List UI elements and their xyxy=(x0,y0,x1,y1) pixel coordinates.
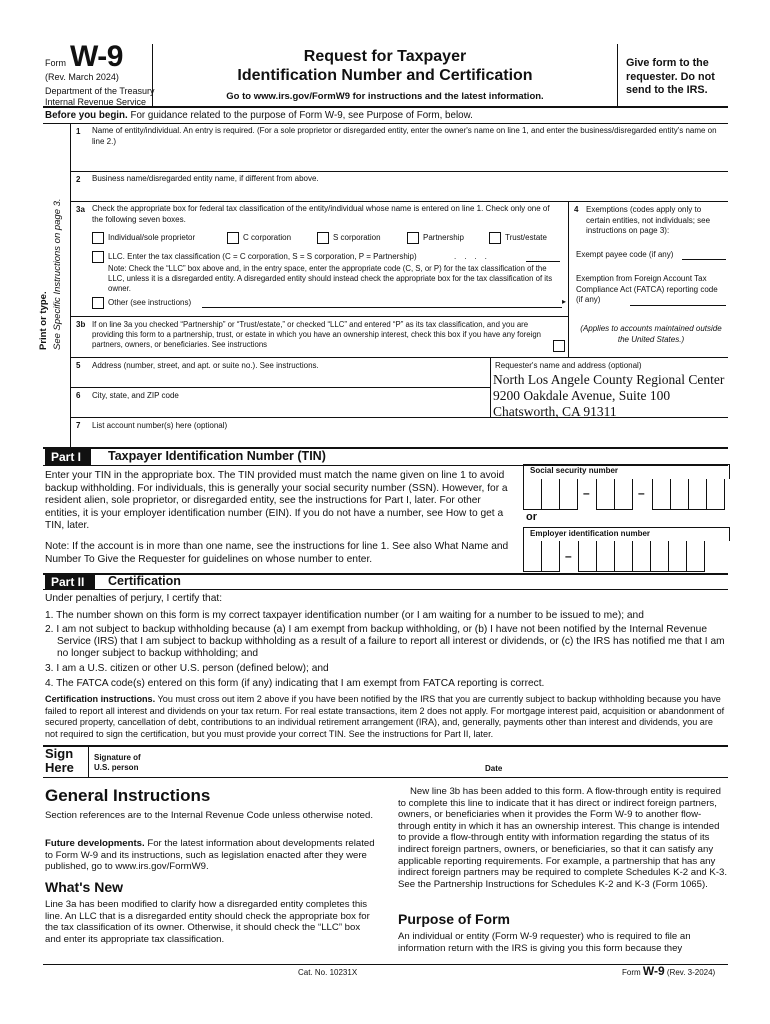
ein-digit[interactable] xyxy=(614,541,633,572)
part1-title: Taxpayer Identification Number (TIN) xyxy=(108,449,326,463)
signature-label-2: U.S. person xyxy=(94,763,139,772)
cert-item-2-cont: Service (IRS) that I am subject to backup withholding as a result of a failure to report all interest or dividends, or (c) the IRS has notified me that I am xyxy=(57,636,725,647)
ein-digit[interactable] xyxy=(523,541,542,572)
cert-intro: Under penalties of perjury, I certify that: xyxy=(45,593,223,604)
option-individual: Individual/sole proprietor xyxy=(108,233,196,242)
name-input[interactable] xyxy=(90,150,726,170)
signature-field[interactable] xyxy=(155,748,475,774)
instructions-link[interactable]: Go to www.irs.gov/FormW9 for instructions and the latest information. xyxy=(226,91,544,102)
part1-text: Enter your TIN in the appropriate box. The TIN provided must match the name given on line 1 to avoid backup withholding. For individuals, this is generally your social security number (SSN). However, for a resident alien, sole proprietor, or disregarded entity, see the instructions for Part I, later. For other entities, it is your employer identification number (EIN). If you do not have a number, see How to get a TIN, later. xyxy=(45,470,508,532)
ein-digit[interactable] xyxy=(632,541,651,572)
option-s-corporation: S corporation xyxy=(333,233,381,242)
whats-new-title: What's New xyxy=(45,879,124,895)
option-trust-estate: Trust/estate xyxy=(505,233,547,242)
purpose-title: Purpose of Form xyxy=(398,911,511,927)
ein-digit[interactable] xyxy=(596,541,615,572)
checkbox-foreign-partners[interactable] xyxy=(553,340,565,352)
option-llc: LLC. Enter the tax classification (C = C corporation, S = S corporation, P = Partnership) xyxy=(108,252,417,261)
checkbox-other[interactable] xyxy=(92,297,104,309)
checkbox-trust-estate[interactable] xyxy=(489,232,501,244)
ssn-digit[interactable] xyxy=(614,479,633,510)
requester-line2: 9200 Oakdale Avenue, Suite 100 xyxy=(493,388,671,403)
ein-digit[interactable] xyxy=(541,541,560,572)
side-label-specific: See Specific Instructions on page 3. xyxy=(52,198,63,350)
ein-dash: – xyxy=(565,549,572,563)
ssn-dash: – xyxy=(638,486,645,500)
llc-code-input[interactable] xyxy=(526,252,560,262)
date-label: Date xyxy=(485,764,503,773)
ein-digit[interactable] xyxy=(650,541,669,572)
ssn-digit[interactable] xyxy=(652,479,671,510)
line7-label: List account number(s) here (optional) xyxy=(92,421,228,430)
here-word: Here xyxy=(45,760,74,775)
ssn-digit[interactable] xyxy=(541,479,560,510)
part1-label: Part I xyxy=(45,449,91,465)
line3a-label: Check the appropriate box for federal tax classification of the entity/individual whose name is entered on line 1. Check only one of the following seven boxes. xyxy=(92,204,550,224)
exempt-payee-input[interactable] xyxy=(682,250,726,260)
cert-item-2: 2. I am not subject to backup withholding because (a) I am exempt from backup withholding, or (b) I have not been notified by the Internal Revenue xyxy=(45,624,708,635)
ssn-digit[interactable] xyxy=(670,479,689,510)
gi-section-ref: Section references are to the Internal Revenue Code unless otherwise noted. xyxy=(45,810,373,821)
part1-note: Note: If the account is in more than one name, see the instructions for line 1. See also What Name and Number To Give the Requester for guidelines on whose number to enter. xyxy=(45,541,509,565)
exempt-payee-label: Exempt payee code (if any) xyxy=(576,250,674,259)
requester-label: Requester's name and address (optional) xyxy=(495,361,642,370)
line3b-label: If on line 3a you checked “Partnership” or “Trust/estate,” or checked “LLC” and entered “P” as its tax classification, and you are providing this form to a partnership, trust, or estate in which you have an ownership interest, check this box if you have any foreign partners, owners, or beneficiaries. See instructions xyxy=(92,320,541,349)
ein-digit[interactable] xyxy=(686,541,705,572)
line3b-number: 3b xyxy=(76,320,86,329)
gi-line3b-text: New line 3b has been added to this form. A flow-through entity is required to complete this line to indicate that it has direct or indirect foreign partners, owners, or beneficiaries when it provides the Form W-9 to another flow-through entity in which it has an ownership interest. This change is intended to provide a flow-through entity with information regarding the status of its indirect foreign partners, owners, or beneficiaries, so that it can satisfy any applicable reporting requirements. For example, a partnership that has any indirect foreign partners may be required to complete Schedules K-2 and K-3. See the Partnership Instructions for Schedules K-2 and K-3 (Form 1065). xyxy=(398,786,728,890)
purpose-text: An individual or entity (Form W-9 requester) who is required to file an information return with the IRS is giving you this form because they xyxy=(398,931,691,954)
llc-dots: .... xyxy=(454,252,495,261)
checkbox-llc[interactable] xyxy=(92,251,104,263)
future-bold: Future developments. xyxy=(45,838,145,849)
line5-number: 5 xyxy=(76,361,81,370)
part2-label: Part II xyxy=(45,574,95,590)
ssn-digit[interactable] xyxy=(559,479,578,510)
future-text: For the latest information about developments related to Form W-9 and its instructions, such as legislation enacted after they were published, go to www.irs.gov/FormW9. xyxy=(45,838,375,873)
ssn-dash: – xyxy=(583,486,590,500)
irs-name: Internal Revenue Service xyxy=(45,97,147,107)
checkbox-s-corporation[interactable] xyxy=(317,232,329,244)
ein-digit[interactable] xyxy=(668,541,687,572)
checkbox-c-corporation[interactable] xyxy=(227,232,239,244)
line4-number: 4 xyxy=(574,205,579,214)
business-name-input[interactable] xyxy=(90,186,726,200)
sign-word: Sign xyxy=(45,746,74,761)
checkbox-individual[interactable] xyxy=(92,232,104,244)
llc-note: Note: Check the “LLC” box above and, in the entry space, enter the appropriate code (C, S, or P) for the tax classification of the LLC, unless it is a disregarded entity. A disregarded entity should instead check the appropriate box for the tax classification of its owner. xyxy=(108,264,553,293)
cert-instructions-bold: Certification instructions. xyxy=(45,694,156,704)
date-field[interactable] xyxy=(510,748,726,774)
city-state-zip-input[interactable] xyxy=(90,402,486,416)
before-you-begin xyxy=(45,110,473,121)
option-other: Other (see instructions) xyxy=(108,298,192,307)
ssn-digit[interactable] xyxy=(596,479,615,510)
or-label: or xyxy=(526,511,537,523)
sign-label xyxy=(45,747,74,775)
form-revision: (Rev. March 2024) xyxy=(45,72,119,82)
whats-new-text: Line 3a has been modified to clarify how a disregarded entity completes this line. An LLC that is a disregarded entity should check the appropriate box for the tax classification of its owner. Otherwise, it should check the “LLC” box and enter its appropriate tax classification. xyxy=(45,899,370,945)
requester-line3: Chatsworth, CA 91311 xyxy=(493,404,617,419)
ssn-digit[interactable] xyxy=(523,479,542,510)
catalog-number: Cat. No. 10231X xyxy=(298,968,358,977)
form-title-line1: Request for Taxpayer xyxy=(303,48,467,65)
footer-rev: (Rev. 3-2024) xyxy=(666,968,716,977)
line1-number: 1 xyxy=(76,127,81,136)
ein-label: Employer identification number xyxy=(530,529,651,538)
side-label-print: Print or type. xyxy=(38,291,49,350)
footer-form-word: Form xyxy=(622,968,641,977)
line6-number: 6 xyxy=(76,391,81,400)
footer-form-number: W-9 xyxy=(642,964,665,978)
form-number: W-9 xyxy=(70,40,123,73)
line2-label: Business name/disregarded entity name, if different from above. xyxy=(92,174,319,183)
part2-title: Certification xyxy=(108,574,181,588)
signature-label xyxy=(94,753,141,773)
cert-item-4: 4. The FATCA code(s) entered on this form (if any) indicating that I am exempt from FATCA reporting is correct. xyxy=(45,678,545,689)
general-instructions-title: General Instructions xyxy=(45,786,211,805)
address-input[interactable] xyxy=(90,372,486,386)
fatca-label: Exemption from Foreign Account Tax Compliance Act (FATCA) reporting code (if any) xyxy=(576,274,718,304)
give-form-notice: Give form to the requester. Do not send to the IRS. xyxy=(626,57,715,96)
footer-form xyxy=(622,966,715,979)
line1-label: Name of entity/individual. An entry is required. (For a sole proprietor or disregarded entity, enter the owner's name on line 1, and enter the business/disregarded entity's name on line 2.) xyxy=(92,126,717,146)
ssn-label: Social security number xyxy=(530,466,619,475)
line3a-number: 3a xyxy=(76,205,85,214)
form-label: Form xyxy=(45,58,66,68)
line6-label: City, state, and ZIP code xyxy=(92,391,179,400)
checkbox-partnership[interactable] xyxy=(407,232,419,244)
signature-label-1: Signature of xyxy=(94,753,141,762)
other-arrow: ▸ xyxy=(562,297,567,306)
before-you-begin-bold: Before you begin. xyxy=(45,110,128,121)
ssn-digit[interactable] xyxy=(706,479,725,510)
form-title-line2: Identification Number and Certification xyxy=(237,67,533,84)
treasury-dept: Department of the Treasury xyxy=(45,86,155,96)
option-c-corporation: C corporation xyxy=(243,233,292,242)
cert-item-1: 1. The number shown on this form is my correct taxpayer identification number (or I am waiting for a number to be issued to me); and xyxy=(45,610,644,621)
line7-number: 7 xyxy=(76,421,81,430)
requester-line1: North Los Angele County Regional Center xyxy=(493,372,725,387)
ein-digit[interactable] xyxy=(578,541,597,572)
cert-item-2-cont: no longer subject to backup withholding; and xyxy=(57,648,259,659)
cert-item-3: 3. I am a U.S. citizen or other U.S. person (defined below); and xyxy=(45,663,329,674)
line2-number: 2 xyxy=(76,175,81,184)
side-label xyxy=(38,110,49,350)
before-you-begin-text: For guidance related to the purpose of Form W-9, see Purpose of Form, below. xyxy=(130,110,473,121)
fatca-input[interactable] xyxy=(630,296,726,306)
account-numbers-input[interactable] xyxy=(90,432,726,446)
other-input[interactable] xyxy=(202,298,562,308)
cert-instructions xyxy=(45,694,727,740)
gi-future-developments xyxy=(45,838,375,873)
line4-label: Exemptions (codes apply only to certain entities, not individuals; see instructions on page 3): xyxy=(586,205,711,235)
line5-label: Address (number, street, and apt. or suite no.). See instructions. xyxy=(92,361,319,370)
applies-note: (Applies to accounts maintained outside the United States.) xyxy=(580,324,722,344)
ssn-digit[interactable] xyxy=(688,479,707,510)
option-partnership: Partnership xyxy=(423,233,464,242)
cert-instructions-text: You must cross out item 2 above if you have been notified by the IRS that you are currently subject to backup withholding because you have failed to report all interest and dividends on your tax return. For real estate transactions, item 2 does not apply. For mortgage interest paid, acquisition or abandonment of secured property, cancellation of debt, contributions to an individual retirement arrangement (IRA), and, generally, payments other than interest and dividends, you are not required to sign the certification, but you must provide your correct TIN. See the instructions for Part II, later. xyxy=(45,694,725,739)
